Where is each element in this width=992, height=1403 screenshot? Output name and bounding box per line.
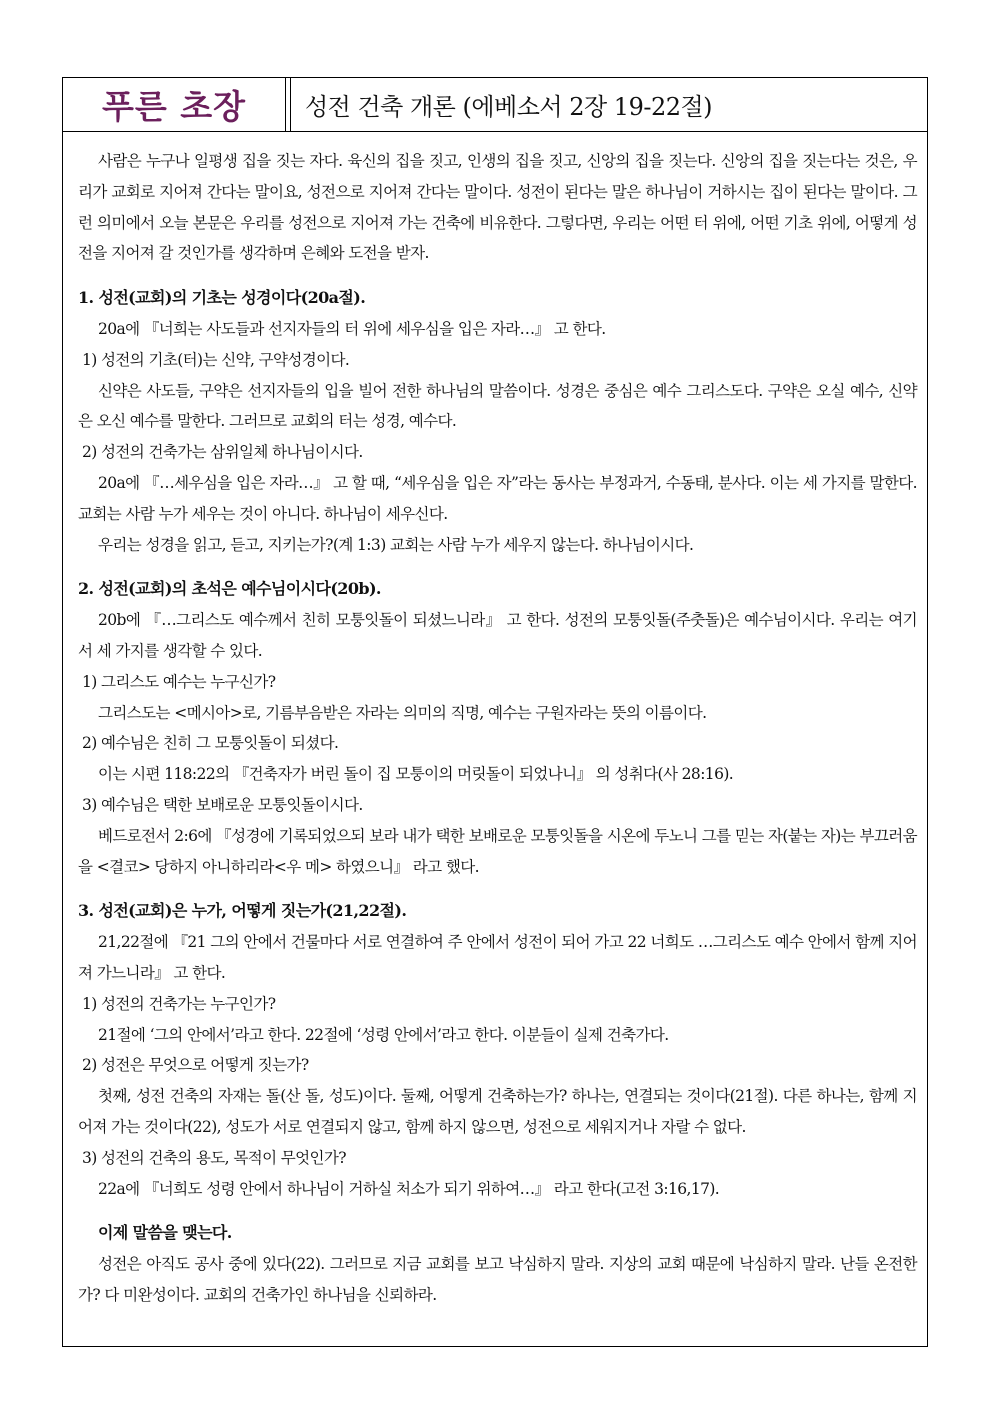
body-paragraph: 우리는 성경을 읽고, 듣고, 지키는가?(계 1:3) 교회는 사람 누가 세우지 않는다. 하나님이시다. xyxy=(98,535,694,554)
section-heading: 3. 성전(교회)은 누가, 어떻게 짓는가(21,22절). xyxy=(78,901,407,921)
body-paragraph: 20b에 『…그리스도 예수께서 친히 모퉁잇돌이 되셨느니라』 고 한다. 성전의 모퉁잇돌(주춧돌)은 예수님이시다. 우리는 여기서 세 가지를 생각할 수 있다. xyxy=(78,611,917,660)
subheading: 1) 성전의 건축가는 누구인가? xyxy=(82,994,276,1013)
body-paragraph: 신약은 사도들, 구약은 선지자들의 입을 빌어 전한 하나님의 말씀이다. 성경은 중심은 예수 그리스도다. 구약은 오실 예수, 신약은 오신 예수를 말한다. 그러므로 교회의 터는 성경, 예수다. xyxy=(78,381,917,431)
body-paragraph: 이는 시편 118:22의 『건축자가 버린 돌이 집 모퉁이의 머릿돌이 되었나니』 의 성취다(사 28:16). xyxy=(98,765,734,784)
subheading: 3) 예수님은 택한 보배로운 모퉁잇돌이시다. xyxy=(82,795,363,814)
subheading: 3) 성전의 건축의 용도, 목적이 무엇인가? xyxy=(82,1148,346,1167)
subheading: 2) 성전의 건축가는 삼위일체 하나님이시다. xyxy=(82,443,363,462)
subheading: 2) 예수님은 친히 그 모퉁잇돌이 되셨다. xyxy=(82,734,339,753)
body-paragraph: 그리스도는 <메시아>로, 기름부음받은 자라는 의미의 직명, 예수는 구원자라는 뜻의 이름이다. xyxy=(98,703,707,722)
closing-heading: 이제 말씀을 맺는다. xyxy=(98,1223,232,1243)
body-paragraph: 21,22절에 『21 그의 안에서 건물마다 서로 연결하여 주 안에서 성전이 되어 가고 22 너희도 …그리스도 예수 안에서 함께 지어져 가느니라』 고 한다. xyxy=(78,933,917,982)
section-heading: 2. 성전(교회)의 초석은 예수님이시다(20b). xyxy=(78,579,381,599)
document-frame xyxy=(62,77,928,1347)
body-paragraph: 20a에 『…세우심을 입은 자라…』 고 할 때, “세우심을 입은 자”라는 동사는 부정과거, 수동태, 분사다. 이는 세 가지를 말한다. 교회는 사람 누가 세우는 것이 아니다. 하나님이 세우신다. xyxy=(78,473,917,523)
subheading: 2) 성전은 무엇으로 어떻게 짓는가? xyxy=(82,1056,309,1075)
sermon-body xyxy=(78,146,917,1311)
body-paragraph: 21절에 ‘그의 안에서’라고 한다. 22절에 ‘성령 안에서’라고 한다. 이분들이 실제 건축가다. xyxy=(98,1025,669,1044)
subheading: 1) 그리스도 예수는 누구신가? xyxy=(82,672,276,691)
intro-paragraph: 사람은 누구나 일평생 집을 짓는 자다. 육신의 집을 짓고, 인생의 집을 짓고, 신앙의 집을 짓는다. 신앙의 집을 짓는다는 것은, 우리가 교회로 지어져 간다는 말이요, 성전으로 지어져 간다는 말이다. 성전이 된다는 말은 하나님이 거하시는 집이 된다는 말이다. 그런 의미에서 오늘 본문은 우리를 성전으로 지어져 가는 건축에 비유한다. 그렇다면, 우리는 어떤 터 위에, 어떤 기초 위에, 어떻게 성전을 지어져 갈 것인가를 생각하며 은혜와 도전을 받자. xyxy=(78,152,917,263)
brand-title: 푸른 초장 xyxy=(101,87,246,126)
subheading: 1) 성전의 기초(터)는 신약, 구약성경이다. xyxy=(82,350,350,369)
header-bar xyxy=(63,78,927,132)
body-paragraph: 베드로전서 2:6에 『성경에 기록되었으되 보라 내가 택한 보배로운 모퉁잇돌을 시온에 두노니 그를 믿는 자(붙는 자)는 부끄러움을 <결코> 당하지 아니하리라<우 메> 하였으니』 라고 했다. xyxy=(78,826,917,876)
closing-paragraph: 성전은 아직도 공사 중에 있다(22). 그러므로 지금 교회를 보고 낙심하지 말라. 지상의 교회 때문에 낙심하지 말라. 난들 온전한가? 다 미완성이다. 교회의 건축가인 하나님을 신뢰하라. xyxy=(78,1255,917,1304)
body-paragraph: 첫째, 성전 건축의 자재는 돌(산 돌, 성도)이다. 둘째, 어떻게 건축하는가? 하나는, 연결되는 것이다(21절). 다른 하나는, 함께 지어져 가는 것이다(22), 성도가 서로 연결되지 않고, 함께 하지 않으면, 성전으로 세워지거나 자랄 수 없다. xyxy=(78,1087,917,1136)
sermon-title: 성전 건축 개론 (에베소서 2장 19-22절) xyxy=(305,93,713,121)
body-paragraph: 20a에 『너희는 사도들과 선지자들의 터 위에 세우심을 입은 자라…』 고 한다. xyxy=(98,319,606,338)
brand-cell xyxy=(63,78,285,131)
section-heading: 1. 성전(교회)의 기초는 성경이다(20a절). xyxy=(78,288,366,308)
title-cell xyxy=(291,78,927,131)
body-paragraph: 22a에 『너희도 성령 안에서 하나님이 거하실 처소가 되기 위하여…』 라고 한다(고전 3:16,17). xyxy=(98,1179,720,1198)
